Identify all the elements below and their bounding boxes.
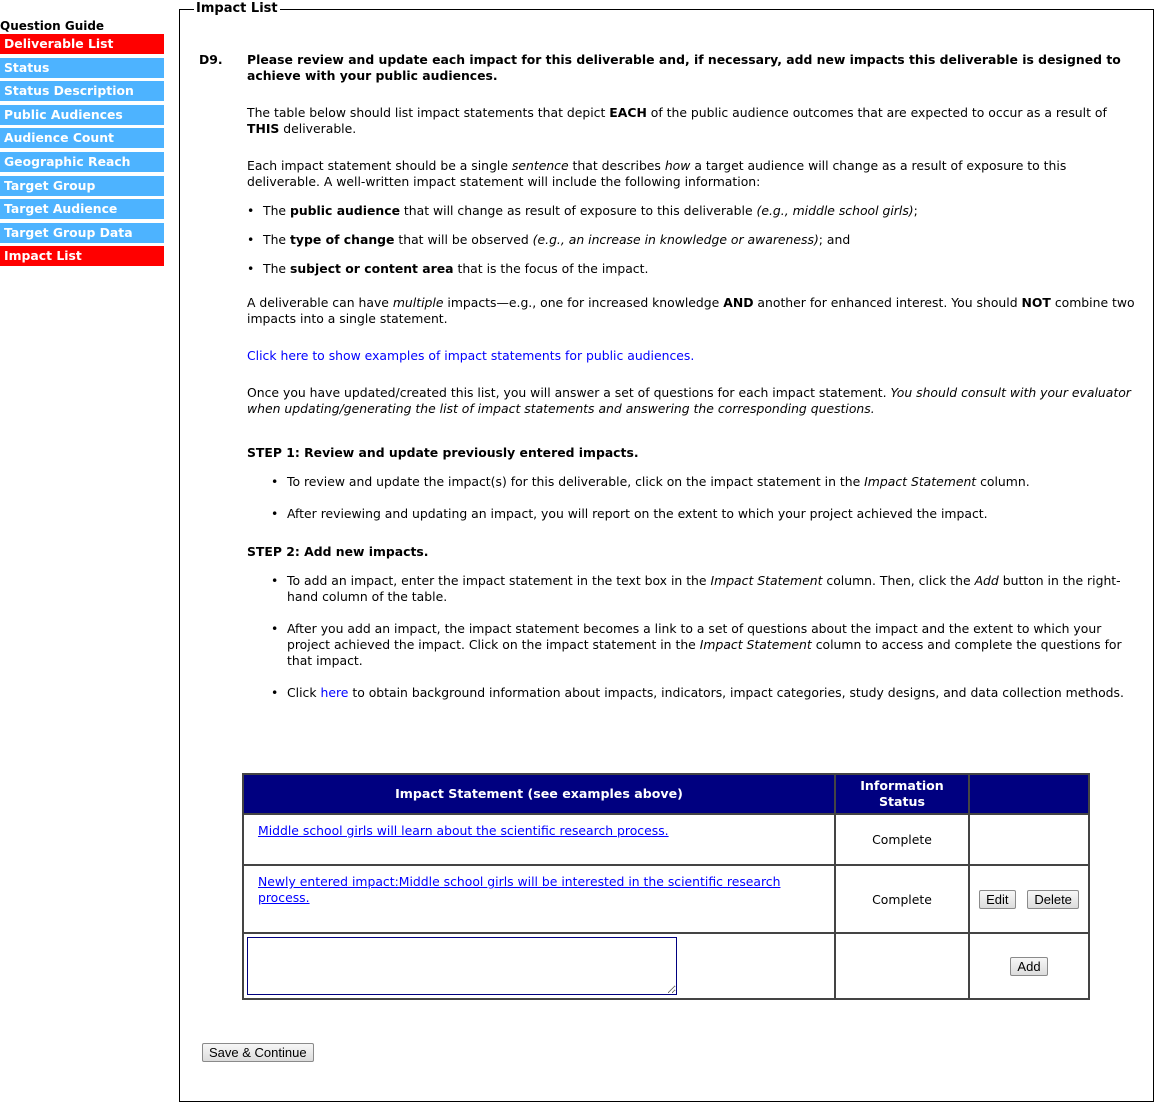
text-segment: public audience — [289, 203, 400, 218]
text-segment: ; and — [818, 232, 851, 247]
table-row — [243, 814, 1089, 865]
text-segment: To review and update the impact(s) for this deliverable, click on the impact statement in the — [287, 474, 865, 489]
text-segment: STEP 1: Review and update previously entered impacts. — [247, 445, 639, 460]
step2-list — [247, 573, 1135, 701]
intro-paragraph — [247, 105, 1135, 137]
sidebar-item-target-audience[interactable]: Target Audience — [0, 199, 164, 219]
new-impact-row — [243, 933, 1089, 999]
sidebar-item-target-group[interactable]: Target Group — [0, 176, 164, 196]
header-impact-statement: Impact Statement (see examples above) — [243, 774, 835, 814]
text-segment: Impact Statement — [864, 474, 977, 489]
text-segment: that is the focus of the impact. — [453, 261, 649, 276]
multiple-paragraph — [247, 295, 1135, 327]
text-segment: that describes — [568, 158, 665, 173]
text-segment: Click — [287, 685, 321, 700]
sidebar-title: Question Guide — [0, 19, 105, 33]
instructions — [247, 52, 1135, 723]
text-segment: Once you have updated/created this list, you will answer a set of questions for each impact statement. — [247, 385, 891, 400]
table-row — [243, 865, 1089, 933]
impact-link[interactable]: Newly entered impact:Middle school girls will be interested in the scientific research process. — [258, 874, 781, 905]
header-information-status: Information Status — [835, 774, 969, 814]
text-segment: The — [263, 203, 290, 218]
status-cell: Complete — [835, 865, 969, 933]
text-segment: sentence — [511, 158, 569, 173]
consult-paragraph — [247, 385, 1135, 417]
text-segment: ; — [913, 203, 918, 218]
actions-cell — [969, 865, 1089, 933]
text-segment: After you add an impact, the impact statement becomes a link to a set of questions about the impact and the extent to which your project achieved the impact. Click on the impact statement in the — [287, 621, 1102, 652]
sidebar-item-geographic-reach[interactable]: Geographic Reach — [0, 152, 164, 172]
info-item — [263, 261, 1135, 277]
info-item — [263, 232, 1135, 248]
sidebar-item-target-group-data[interactable]: Target Group Data — [0, 223, 164, 243]
text-segment: another for enhanced interest. You should — [753, 295, 1022, 310]
save-continue-button[interactable]: Save & Continue — [202, 1043, 314, 1062]
status-cell — [835, 933, 969, 999]
text-segment: THIS — [247, 121, 280, 136]
text-segment: to obtain background information about impacts, indicators, impact categories, study designs, and data collection methods. — [348, 685, 1124, 700]
sidebar-item-deliverable-list[interactable]: Deliverable List — [0, 34, 164, 54]
text-segment: STEP 2: Add new impacts. — [247, 544, 429, 559]
text-segment: Impact Statement — [710, 573, 823, 588]
edit-button[interactable]: Edit — [979, 890, 1015, 909]
text-segment: a target audience will change as a result of exposure to this deliverable. A well-written impact statement will include the following information: — [247, 158, 1067, 189]
definition-paragraph — [247, 158, 1135, 190]
text-segment: A deliverable can have — [247, 295, 393, 310]
step1-heading — [247, 445, 1135, 461]
text-segment: deliverable. — [279, 121, 357, 136]
step-item — [287, 621, 1135, 669]
delete-button[interactable]: Delete — [1027, 890, 1079, 909]
text-segment: (e.g., an increase in knowledge or awareness) — [532, 232, 819, 247]
info-item — [263, 203, 1135, 219]
text-segment: Each impact statement should be a single — [247, 158, 512, 173]
text-segment: NOT — [1021, 295, 1051, 310]
link[interactable]: Click here to show examples of impact statements for public audiences. — [247, 348, 695, 363]
text-segment: The — [263, 261, 290, 276]
text-segment: Add — [974, 573, 999, 588]
sidebar-item-impact-list[interactable]: Impact List — [0, 246, 164, 266]
question-number: D9. — [199, 52, 223, 67]
new-impact-textarea[interactable] — [247, 937, 677, 995]
text-segment: type of change — [289, 232, 395, 247]
step-item — [287, 685, 1135, 701]
text-segment: The table below should list impact statements that depict — [247, 105, 610, 120]
info-list — [247, 203, 1135, 277]
question-guide-sidebar — [0, 19, 164, 270]
sidebar-item-status-description[interactable]: Status Description — [0, 81, 164, 101]
link[interactable]: here — [320, 685, 349, 700]
text-segment: subject or content area — [289, 261, 454, 276]
text-segment: column to access and complete the questions for that impact. — [287, 637, 1122, 668]
text-segment: combine two impacts into a single statement. — [247, 295, 1135, 326]
text-segment: how — [664, 158, 691, 173]
text-segment: AND — [723, 295, 754, 310]
section-title: Impact List — [196, 1, 278, 16]
examples-link[interactable] — [247, 348, 1135, 364]
step-item — [287, 573, 1135, 605]
text-segment: button in the right-hand column of the table. — [287, 573, 1121, 604]
add-button[interactable]: Add — [1010, 957, 1047, 976]
actions-cell — [969, 814, 1089, 865]
header-actions — [969, 774, 1089, 814]
impact-table — [242, 773, 1090, 1000]
status-cell: Complete — [835, 814, 969, 865]
step-item — [287, 474, 1135, 490]
text-segment: of the public audience outcomes that are expected to occur as a result of — [646, 105, 1107, 120]
text-segment: The — [263, 232, 290, 247]
text-segment: that will change as result of exposure to this deliverable — [399, 203, 757, 218]
step2-heading — [247, 544, 1135, 560]
text-segment: Impact Statement — [699, 637, 812, 652]
impact-link[interactable]: Middle school girls will learn about the scientific research process. — [258, 823, 669, 838]
text-segment: that will be observed — [394, 232, 533, 247]
text-segment: To add an impact, enter the impact statement in the text box in the — [287, 573, 711, 588]
text-segment: multiple — [392, 295, 444, 310]
text-segment: You should consult with your evaluator when updating/generating the list of impact statements and answering the corresponding questions. — [247, 385, 1131, 416]
text-segment: After reviewing and updating an impact, you will report on the extent to which your project achieved the impact. — [287, 506, 988, 521]
sidebar-item-audience-count[interactable]: Audience Count — [0, 128, 164, 148]
text-segment: (e.g., middle school girls) — [756, 203, 914, 218]
step1-list — [247, 474, 1135, 522]
text-segment: column. — [976, 474, 1030, 489]
text-segment: impacts—e.g., one for increased knowledge — [443, 295, 724, 310]
sidebar-item-status[interactable]: Status — [0, 58, 164, 78]
text-segment: EACH — [609, 105, 647, 120]
sidebar-item-public-audiences[interactable]: Public Audiences — [0, 105, 164, 125]
text-segment: column. Then, click the — [822, 573, 975, 588]
question-text: Please review and update each impact for this deliverable and, if necessary, add new impacts this deliverable is designed to achieve with your public audiences. — [247, 52, 1121, 83]
step-item — [287, 506, 1135, 522]
